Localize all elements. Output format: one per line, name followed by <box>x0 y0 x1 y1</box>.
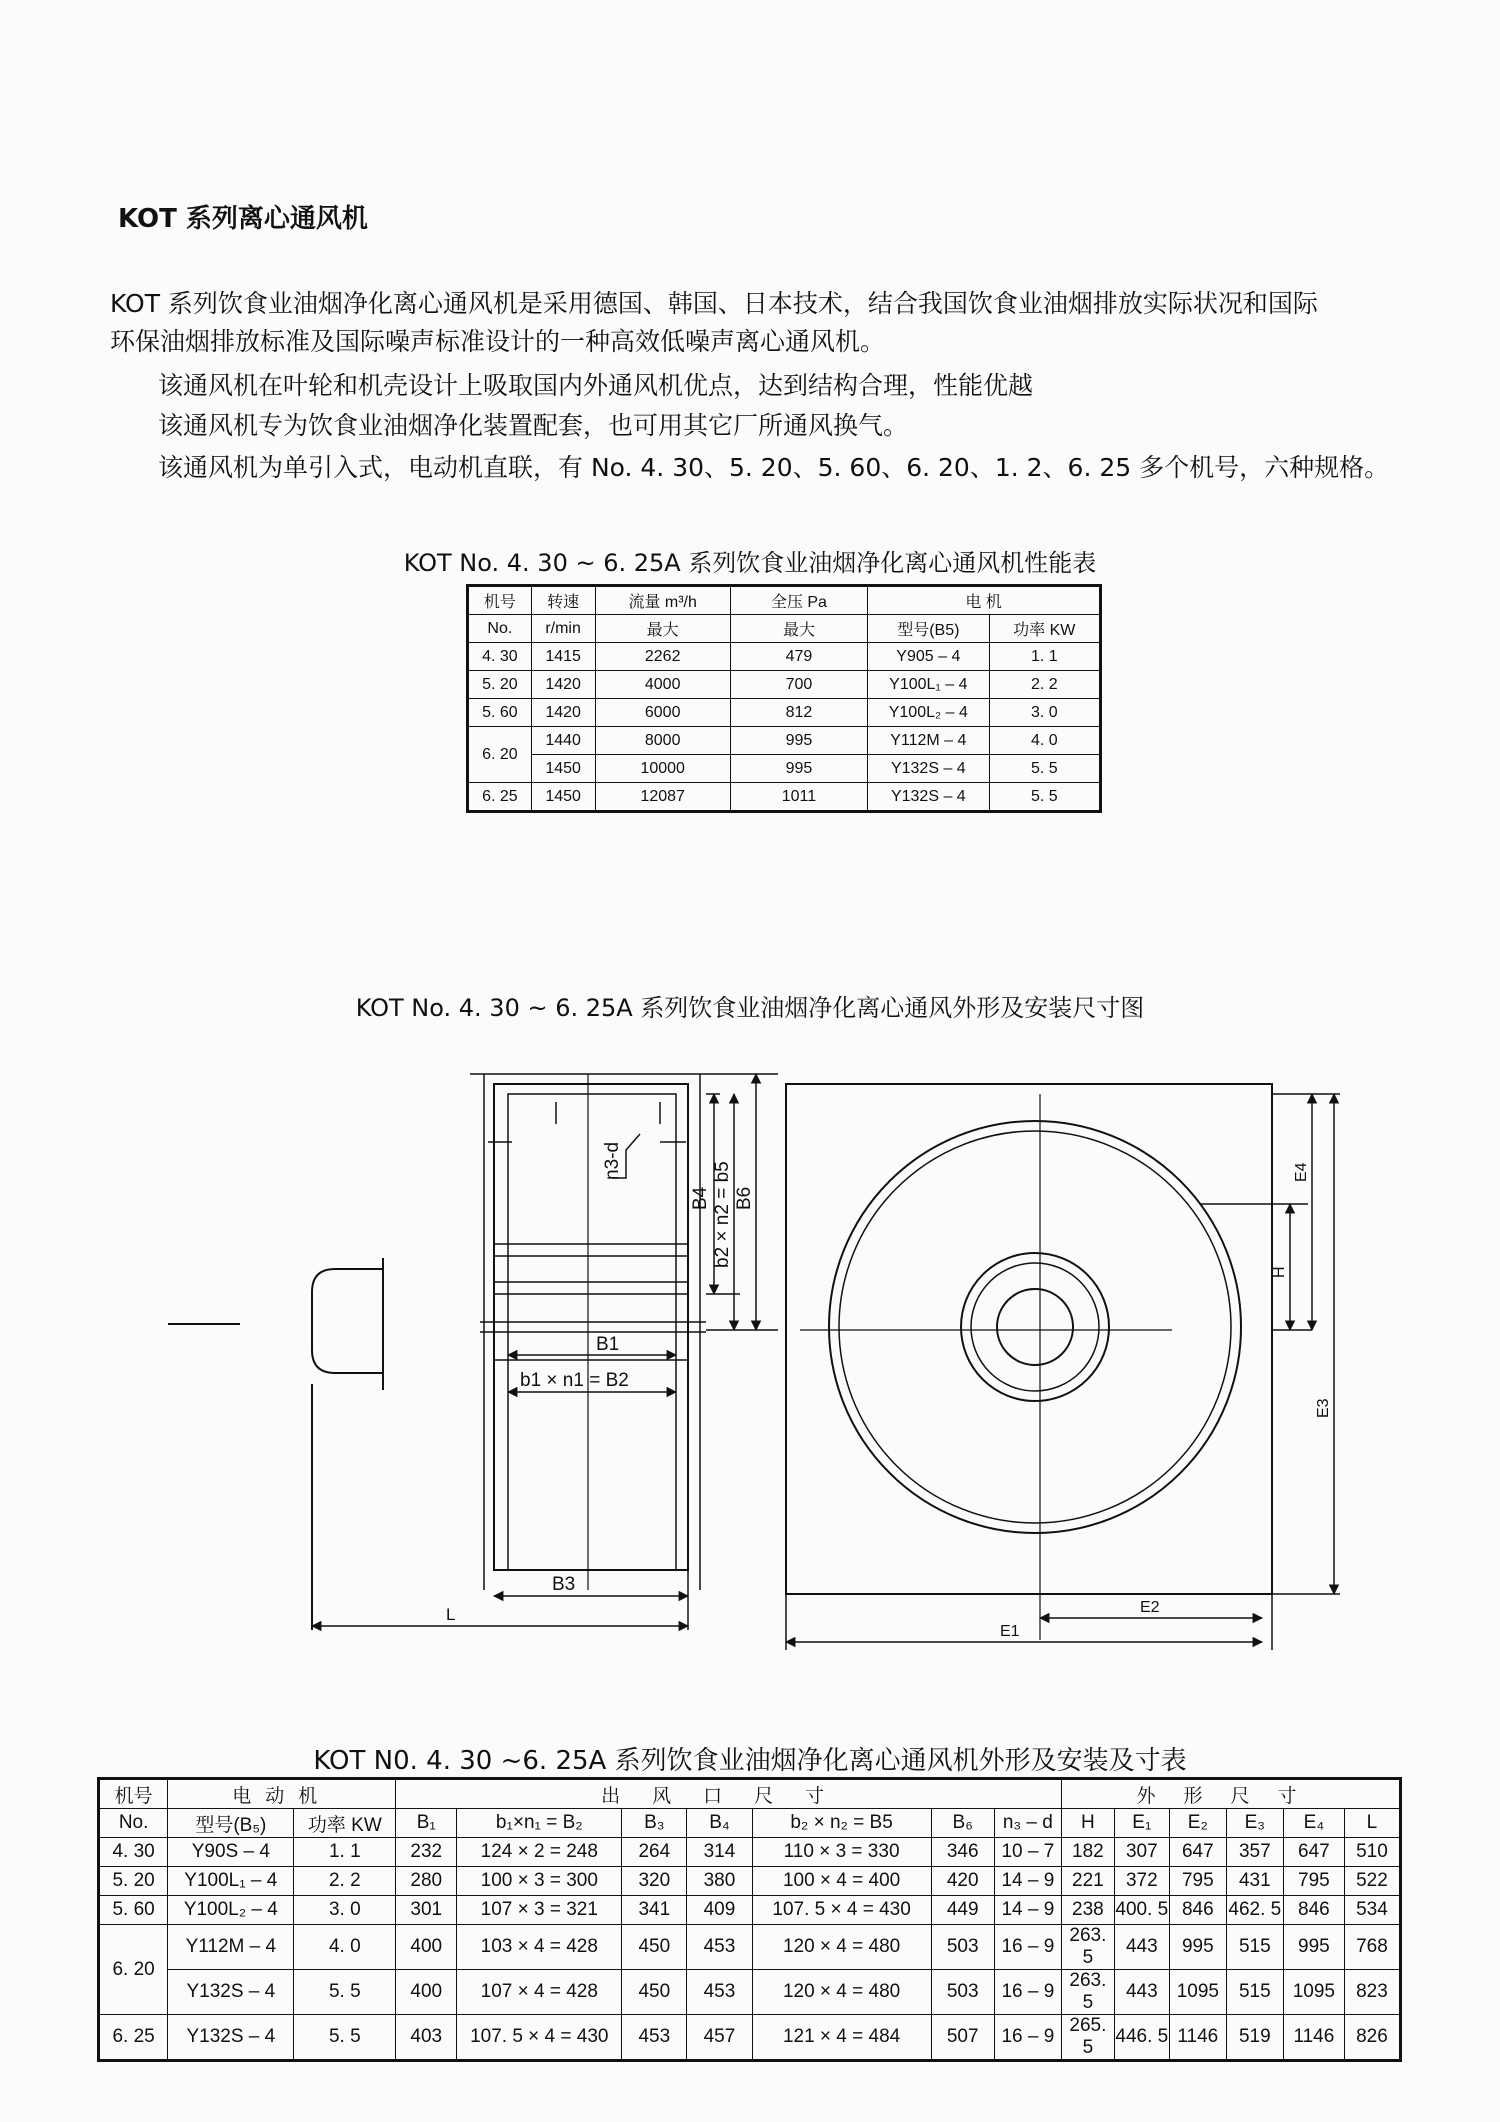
table-cell: 314 <box>687 1838 752 1867</box>
table-header-row <box>99 1809 1401 1838</box>
label-n3d: n3-d <box>602 1141 623 1180</box>
table-cell: 450 <box>622 1925 687 1970</box>
table-cell: 5. 20 <box>99 1867 168 1896</box>
table-cell: 812 <box>730 699 867 727</box>
housing-front-view <box>786 1084 1272 1640</box>
drawing-title: KOT No. 4. 30 ~ 6. 25A 系列饮食业油烟净化离心通风外形及安装尺寸图 <box>355 994 1145 1022</box>
label-b1n1: b1 × n1 = B2 <box>520 1370 629 1391</box>
header-cell: n₃ – d <box>994 1809 1061 1838</box>
table-cell: 1095 <box>1169 1970 1226 2015</box>
table-cell: 5. 20 <box>468 671 532 699</box>
table-cell: 263. 5 <box>1061 1970 1114 2015</box>
header-cell: 型号(B₅) <box>168 1809 294 1838</box>
header-cell: r/min <box>531 615 595 643</box>
header-cell: 流量 m³/h <box>595 586 730 615</box>
table-cell: 995 <box>1169 1925 1226 1970</box>
table-cell: 503 <box>931 1925 994 1970</box>
table-cell: 4. 30 <box>99 1838 168 1867</box>
table-cell: 4. 0 <box>294 1925 396 1970</box>
table-cell: 1146 <box>1169 2015 1226 2061</box>
table-cell: 124 × 2 = 248 <box>457 1838 622 1867</box>
table-row <box>99 1925 1401 1970</box>
table-cell: 409 <box>687 1896 752 1925</box>
table-cell: 107. 5 × 4 = 430 <box>752 1896 931 1925</box>
table-cell: 232 <box>396 1838 457 1867</box>
table-cell: 503 <box>931 1970 994 2015</box>
label-b1: B1 <box>596 1334 620 1355</box>
table-cell: 1095 <box>1283 1970 1344 2015</box>
table-row <box>468 699 1101 727</box>
table-cell: 795 <box>1169 1867 1226 1896</box>
housing-side-view <box>470 1074 706 1590</box>
header-cell: b₁×n₁ = B₂ <box>457 1809 622 1838</box>
table-cell: 449 <box>931 1896 994 1925</box>
table-cell: 519 <box>1226 2015 1283 2061</box>
table-cell: Y905 – 4 <box>868 643 989 671</box>
table-cell: 795 <box>1283 1867 1344 1896</box>
header-cell: 机号 <box>468 586 532 615</box>
table-cell: 5. 5 <box>294 2015 396 2061</box>
table-cell: 5. 5 <box>294 1970 396 2015</box>
table-cell: 1. 1 <box>294 1838 396 1867</box>
header-cell: 全压 Pa <box>730 586 867 615</box>
table-cell: 107 × 4 = 428 <box>457 1970 622 2015</box>
table-cell: 420 <box>931 1867 994 1896</box>
dim-table-title: KOT N0. 4. 30 ~6. 25A 系列饮食业油烟净化离心通风机外形及安装及寸表 <box>313 1746 1187 1776</box>
table-cell: 110 × 3 = 330 <box>752 1838 931 1867</box>
header-cell: B₄ <box>687 1809 752 1838</box>
table-cell: 5. 5 <box>989 783 1100 812</box>
motor-body <box>312 1258 383 1630</box>
table-cell: 700 <box>730 671 867 699</box>
table-cell: 2. 2 <box>294 1867 396 1896</box>
table-cell: 10000 <box>595 755 730 783</box>
header-cell: 最大 <box>595 615 730 643</box>
table-cell: 10 – 7 <box>994 1838 1061 1867</box>
label-e2: E2 <box>1140 1599 1160 1616</box>
table-cell: 6. 25 <box>99 2015 168 2061</box>
header-cell: H <box>1061 1809 1114 1838</box>
header-cell: 电动机 <box>168 1779 396 1809</box>
table-cell: 3. 0 <box>989 699 1100 727</box>
header-cell: 型号(B5) <box>868 615 989 643</box>
page-title: KOT 系列离心通风机 <box>118 204 368 234</box>
table-row <box>99 1970 1401 2015</box>
table-cell: 120 × 4 = 480 <box>752 1925 931 1970</box>
table-cell: 400 <box>396 1970 457 2015</box>
header-cell: E₁ <box>1114 1809 1169 1838</box>
table-cell: 507 <box>931 2015 994 2061</box>
header-cell: 功率 KW <box>294 1809 396 1838</box>
table-cell: 3. 0 <box>294 1896 396 1925</box>
table-cell: 4. 30 <box>468 643 532 671</box>
table-cell: 522 <box>1344 1867 1400 1896</box>
table-cell: 457 <box>687 2015 752 2061</box>
table-cell: 453 <box>687 1925 752 1970</box>
header-cell: 电 机 <box>868 586 1101 615</box>
table-cell: 2262 <box>595 643 730 671</box>
header-cell: 出风口尺寸 <box>396 1779 1062 1809</box>
table-cell: 100 × 3 = 300 <box>457 1867 622 1896</box>
table-cell: 846 <box>1169 1896 1226 1925</box>
table-cell: 510 <box>1344 1838 1400 1867</box>
table-cell: 1440 <box>531 727 595 755</box>
perf-table-title: KOT No. 4. 30 ~ 6. 25A 系列饮食业油烟净化离心通风机性能表 <box>403 549 1097 577</box>
table-cell: Y132S – 4 <box>868 783 989 812</box>
table-cell: 121 × 4 = 484 <box>752 2015 931 2061</box>
table-row <box>468 727 1101 755</box>
table-cell: 12087 <box>595 783 730 812</box>
table-cell: Y112M – 4 <box>868 727 989 755</box>
intro-paragraph-3: 该通风机在叶轮和机壳设计上吸取国内外通风机优点，达到结构合理，性能优越 <box>158 371 1034 400</box>
label-e3: E3 <box>1315 1398 1332 1418</box>
table-cell: 221 <box>1061 1867 1114 1896</box>
table-cell: 14 – 9 <box>994 1896 1061 1925</box>
table-cell: 5. 60 <box>99 1896 168 1925</box>
table-cell: 14 – 9 <box>994 1867 1061 1896</box>
intro-paragraph-1: KOT 系列饮食业油烟净化离心通风机是采用德国、韩国、日本技术，结合我国饮食业油烟排放实际状况和国际 <box>110 289 1318 318</box>
header-cell: B₆ <box>931 1809 994 1838</box>
table-cell: 307 <box>1114 1838 1169 1867</box>
table-cell: 846 <box>1283 1896 1344 1925</box>
table-cell: 443 <box>1114 1925 1169 1970</box>
table-cell: 380 <box>687 1867 752 1896</box>
table-cell: 16 – 9 <box>994 2015 1061 2061</box>
header-cell: 转速 <box>531 586 595 615</box>
table-cell: 341 <box>622 1896 687 1925</box>
performance-table <box>466 584 1102 813</box>
header-cell: 外形尺寸 <box>1061 1779 1400 1809</box>
table-cell: 8000 <box>595 727 730 755</box>
table-cell: 826 <box>1344 2015 1400 2061</box>
header-cell: b₂ × n₂ = B5 <box>752 1809 931 1838</box>
table-cell: 6000 <box>595 699 730 727</box>
table-cell: 238 <box>1061 1896 1114 1925</box>
table-cell: 1011 <box>730 783 867 812</box>
table-cell: 995 <box>1283 1925 1344 1970</box>
table-cell: 16 – 9 <box>994 1925 1061 1970</box>
table-row <box>99 1867 1401 1896</box>
header-cell: B₁ <box>396 1809 457 1838</box>
table-cell: Y132S – 4 <box>868 755 989 783</box>
table-cell: 107 × 3 = 321 <box>457 1896 622 1925</box>
label-b3: B3 <box>552 1574 576 1595</box>
table-row <box>468 671 1101 699</box>
table-cell: 403 <box>396 2015 457 2061</box>
label-l: L <box>446 1605 456 1624</box>
header-cell: 最大 <box>730 615 867 643</box>
header-cell: L <box>1344 1809 1400 1838</box>
table-cell: 515 <box>1226 1925 1283 1970</box>
table-cell: 301 <box>396 1896 457 1925</box>
label-b4: B4 <box>690 1186 711 1210</box>
table-cell: 103 × 4 = 428 <box>457 1925 622 1970</box>
table-cell: 400. 5 <box>1114 1896 1169 1925</box>
label-e1: E1 <box>1000 1623 1020 1640</box>
table-row <box>468 755 1101 783</box>
table-cell: 1415 <box>531 643 595 671</box>
table-cell: 107. 5 × 4 = 430 <box>457 2015 622 2061</box>
table-cell: 446. 5 <box>1114 2015 1169 2061</box>
table-cell: 1. 1 <box>989 643 1100 671</box>
table-cell: 4. 0 <box>989 727 1100 755</box>
label-b6: B6 <box>734 1186 755 1210</box>
table-cell: 2. 2 <box>989 671 1100 699</box>
table-cell: 265. 5 <box>1061 2015 1114 2061</box>
table-cell: 16 – 9 <box>994 1970 1061 2015</box>
header-cell: B₃ <box>622 1809 687 1838</box>
header-cell: E₂ <box>1169 1809 1226 1838</box>
table-cell: 1146 <box>1283 2015 1344 2061</box>
table-cell: 534 <box>1344 1896 1400 1925</box>
table-cell: 400 <box>396 1925 457 1970</box>
table-cell: 515 <box>1226 1970 1283 2015</box>
table-row <box>99 1838 1401 1867</box>
table-cell: 280 <box>396 1867 457 1896</box>
header-cell: E₃ <box>1226 1809 1283 1838</box>
table-cell: 6. 25 <box>468 783 532 812</box>
table-cell: 6. 20 <box>468 727 532 783</box>
table-cell: Y132S – 4 <box>168 2015 294 2061</box>
intro-paragraph-5: 该通风机为单引入式，电动机直联，有 No. 4. 30、5. 20、5. 60、6. 20、1. 2、6. 25 多个机号，六种规格。 <box>158 453 1390 482</box>
table-cell: Y112M – 4 <box>168 1925 294 1970</box>
header-cell: 功率 KW <box>989 615 1100 643</box>
table-cell: 357 <box>1226 1838 1283 1867</box>
table-cell: 443 <box>1114 1970 1169 2015</box>
table-cell: 995 <box>730 727 867 755</box>
label-h: H <box>1271 1266 1288 1278</box>
table-cell: 1450 <box>531 755 595 783</box>
table-cell: Y100L₁ – 4 <box>168 1867 294 1896</box>
table-cell: Y100L₂ – 4 <box>168 1896 294 1925</box>
table-cell: 5. 60 <box>468 699 532 727</box>
table-cell: 823 <box>1344 1970 1400 2015</box>
label-e4: E4 <box>1293 1162 1310 1182</box>
table-row <box>99 2015 1401 2061</box>
table-cell: 182 <box>1061 1838 1114 1867</box>
table-row <box>468 783 1101 812</box>
table-cell: 1420 <box>531 671 595 699</box>
table-cell: 120 × 4 = 480 <box>752 1970 931 2015</box>
header-cell: E₄ <box>1283 1809 1344 1838</box>
label-b2n2: b2 × n2 = b5 <box>712 1161 733 1268</box>
table-cell: 462. 5 <box>1226 1896 1283 1925</box>
table-cell: 995 <box>730 755 867 783</box>
table-cell: 431 <box>1226 1867 1283 1896</box>
table-cell: 320 <box>622 1867 687 1896</box>
header-cell: No. <box>99 1809 168 1838</box>
table-cell: 346 <box>931 1838 994 1867</box>
table-cell: 453 <box>687 1970 752 2015</box>
table-cell: Y100L₁ – 4 <box>868 671 989 699</box>
table-cell: 4000 <box>595 671 730 699</box>
table-cell: 647 <box>1283 1838 1344 1867</box>
table-cell: Y100L₂ – 4 <box>868 699 989 727</box>
table-cell: 5. 5 <box>989 755 1100 783</box>
table-cell: 6. 20 <box>99 1925 168 2015</box>
table-cell: 1420 <box>531 699 595 727</box>
table-cell: 100 × 4 = 400 <box>752 1867 931 1896</box>
table-cell: 450 <box>622 1970 687 2015</box>
header-cell: No. <box>468 615 532 643</box>
table-cell: 372 <box>1114 1867 1169 1896</box>
table-cell: 768 <box>1344 1925 1400 1970</box>
table-row <box>468 643 1101 671</box>
table-cell: 263. 5 <box>1061 1925 1114 1970</box>
table-row <box>99 1896 1401 1925</box>
table-cell: 1450 <box>531 783 595 812</box>
table-cell: Y132S – 4 <box>168 1970 294 2015</box>
intro-paragraph-4: 该通风机专为饮食业油烟净化装置配套，也可用其它厂所通风换气。 <box>158 411 909 440</box>
dimension-table <box>97 1777 1402 2062</box>
table-cell: Y90S – 4 <box>168 1838 294 1867</box>
table-cell: 264 <box>622 1838 687 1867</box>
table-cell: 647 <box>1169 1838 1226 1867</box>
table-cell: 479 <box>730 643 867 671</box>
intro-paragraph-2: 环保油烟排放标准及国际噪声标准设计的一种高效低噪声离心通风机。 <box>110 327 886 356</box>
table-cell: 453 <box>622 2015 687 2061</box>
header-cell: 机号 <box>99 1779 168 1809</box>
installation-drawing <box>0 1030 1500 1650</box>
